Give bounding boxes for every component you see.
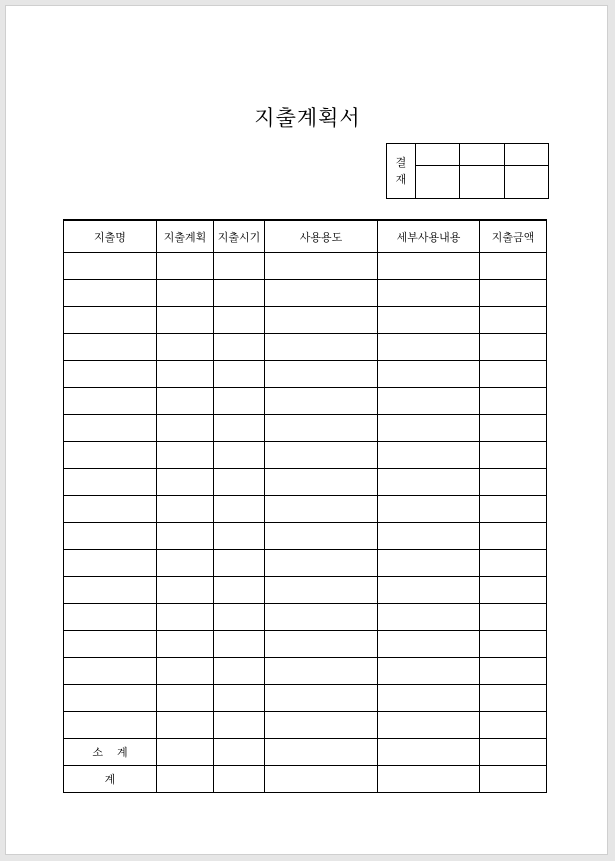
table-cell[interactable] <box>64 712 157 739</box>
total-label: 계 <box>64 766 157 793</box>
table-cell[interactable] <box>64 307 157 334</box>
table-cell[interactable] <box>480 739 547 766</box>
total-row <box>64 766 547 793</box>
table-cell[interactable] <box>378 253 480 280</box>
table-cell[interactable] <box>265 253 378 280</box>
table-cell[interactable] <box>157 712 214 739</box>
table-cell[interactable] <box>265 388 378 415</box>
column-header-expense-plan: 지출계획 <box>157 220 214 253</box>
table-row <box>64 496 547 523</box>
table-cell[interactable] <box>378 307 480 334</box>
table-cell[interactable] <box>265 739 378 766</box>
table-cell[interactable] <box>214 388 265 415</box>
table-cell[interactable] <box>265 334 378 361</box>
table-cell[interactable] <box>378 415 480 442</box>
table-cell[interactable] <box>157 631 214 658</box>
table-cell[interactable] <box>480 550 547 577</box>
approval-sign-cell[interactable] <box>416 166 460 199</box>
table-cell[interactable] <box>64 523 157 550</box>
table-cell[interactable] <box>480 577 547 604</box>
table-cell[interactable] <box>378 442 480 469</box>
table-row <box>64 388 547 415</box>
table-cell[interactable] <box>64 442 157 469</box>
table-cell[interactable] <box>64 577 157 604</box>
table-cell[interactable] <box>265 442 378 469</box>
table-cell[interactable] <box>265 469 378 496</box>
table-row <box>64 523 547 550</box>
table-cell[interactable] <box>480 415 547 442</box>
table-row <box>64 334 547 361</box>
table-cell[interactable] <box>480 280 547 307</box>
table-cell[interactable] <box>157 253 214 280</box>
table-cell[interactable] <box>378 685 480 712</box>
table-cell[interactable] <box>64 658 157 685</box>
table-cell[interactable] <box>64 631 157 658</box>
table-cell[interactable] <box>214 658 265 685</box>
table-row <box>64 712 547 739</box>
table-cell[interactable] <box>480 766 547 793</box>
table-cell[interactable] <box>157 766 214 793</box>
table-cell[interactable] <box>64 361 157 388</box>
table-cell[interactable] <box>64 415 157 442</box>
table-cell[interactable] <box>480 307 547 334</box>
table-cell[interactable] <box>214 361 265 388</box>
table-cell[interactable] <box>480 523 547 550</box>
table-cell[interactable] <box>480 253 547 280</box>
table-cell[interactable] <box>265 523 378 550</box>
table-cell[interactable] <box>64 253 157 280</box>
table-cell[interactable] <box>214 685 265 712</box>
table-body <box>64 253 547 793</box>
column-header-expense-timing: 지출시기 <box>214 220 265 253</box>
table-cell[interactable] <box>265 280 378 307</box>
table-row <box>64 631 547 658</box>
table-cell[interactable] <box>157 415 214 442</box>
table-cell[interactable] <box>378 496 480 523</box>
table-row <box>64 577 547 604</box>
table-row <box>64 415 547 442</box>
table-cell[interactable] <box>265 415 378 442</box>
table-cell[interactable] <box>265 361 378 388</box>
table-row <box>64 442 547 469</box>
table-cell[interactable] <box>157 658 214 685</box>
table-cell[interactable] <box>214 442 265 469</box>
table-row <box>64 658 547 685</box>
approval-label <box>387 144 416 199</box>
table-cell[interactable] <box>157 685 214 712</box>
table-cell[interactable] <box>64 388 157 415</box>
table-cell[interactable] <box>214 253 265 280</box>
table-cell[interactable] <box>157 361 214 388</box>
table-cell[interactable] <box>214 577 265 604</box>
table-cell[interactable] <box>64 469 157 496</box>
table-cell[interactable] <box>378 631 480 658</box>
table-row <box>64 280 547 307</box>
table-cell[interactable] <box>480 712 547 739</box>
approval-title-cell[interactable] <box>416 144 460 166</box>
table-cell[interactable] <box>64 496 157 523</box>
table-cell[interactable] <box>157 577 214 604</box>
table-cell[interactable] <box>378 766 480 793</box>
table-cell[interactable] <box>480 604 547 631</box>
table-cell[interactable] <box>378 604 480 631</box>
approval-box <box>386 143 549 199</box>
table-cell[interactable] <box>265 496 378 523</box>
column-header-expense-name: 지출명 <box>64 220 157 253</box>
column-header-usage-purpose: 사용용도 <box>265 220 378 253</box>
table-cell[interactable] <box>214 415 265 442</box>
table-cell[interactable] <box>378 280 480 307</box>
approval-label-line1: 결 <box>395 156 407 169</box>
table-cell[interactable] <box>480 388 547 415</box>
approval-label-line2: 재 <box>395 173 407 186</box>
table-cell[interactable] <box>378 523 480 550</box>
expense-table <box>63 219 547 793</box>
subtotal-label: 소 계 <box>64 739 157 766</box>
table-cell[interactable] <box>214 631 265 658</box>
table-cell[interactable] <box>157 280 214 307</box>
table-cell[interactable] <box>265 307 378 334</box>
table-cell[interactable] <box>265 766 378 793</box>
table-cell[interactable] <box>378 550 480 577</box>
table-cell[interactable] <box>64 685 157 712</box>
document-page <box>5 5 608 855</box>
table-cell[interactable] <box>480 496 547 523</box>
column-header-expense-amount: 지출금액 <box>480 220 547 253</box>
table-cell[interactable] <box>265 577 378 604</box>
table-cell[interactable] <box>480 361 547 388</box>
table-cell[interactable] <box>378 469 480 496</box>
page-title: 지출계획서 <box>254 106 361 130</box>
table-cell[interactable] <box>265 658 378 685</box>
table-cell[interactable] <box>480 658 547 685</box>
table-cell[interactable] <box>265 685 378 712</box>
table-cell[interactable] <box>214 280 265 307</box>
table-cell[interactable] <box>64 280 157 307</box>
table-cell[interactable] <box>265 712 378 739</box>
table-cell[interactable] <box>265 631 378 658</box>
approval-sign-cell[interactable] <box>504 166 548 199</box>
table-cell[interactable] <box>64 550 157 577</box>
table-cell[interactable] <box>157 550 214 577</box>
approval-sign-cell[interactable] <box>460 166 504 199</box>
table-row <box>64 253 547 280</box>
table-cell[interactable] <box>157 334 214 361</box>
table-cell[interactable] <box>214 550 265 577</box>
table-row <box>64 550 547 577</box>
table-row <box>64 604 547 631</box>
table-cell[interactable] <box>214 523 265 550</box>
table-cell[interactable] <box>157 739 214 766</box>
table-cell[interactable] <box>378 658 480 685</box>
table-cell[interactable] <box>378 712 480 739</box>
table-cell[interactable] <box>214 496 265 523</box>
table-cell[interactable] <box>480 631 547 658</box>
table-cell[interactable] <box>480 685 547 712</box>
table-cell[interactable] <box>378 388 480 415</box>
table-cell[interactable] <box>378 577 480 604</box>
table-cell[interactable] <box>157 604 214 631</box>
table-cell[interactable] <box>378 739 480 766</box>
table-cell[interactable] <box>157 496 214 523</box>
table-header-row <box>64 220 547 253</box>
subtotal-row <box>64 739 547 766</box>
table-cell[interactable] <box>265 550 378 577</box>
approval-title-cell[interactable] <box>460 144 504 166</box>
table-cell[interactable] <box>214 307 265 334</box>
table-cell[interactable] <box>480 469 547 496</box>
table-cell[interactable] <box>64 604 157 631</box>
table-cell[interactable] <box>157 523 214 550</box>
table-cell[interactable] <box>480 442 547 469</box>
table-cell[interactable] <box>214 469 265 496</box>
table-cell[interactable] <box>214 766 265 793</box>
table-cell[interactable] <box>378 334 480 361</box>
table-cell[interactable] <box>157 469 214 496</box>
table-cell[interactable] <box>157 388 214 415</box>
table-row <box>64 685 547 712</box>
table-cell[interactable] <box>157 307 214 334</box>
table-cell[interactable] <box>214 604 265 631</box>
table-cell[interactable] <box>214 334 265 361</box>
table-row <box>64 307 547 334</box>
column-header-usage-details: 세부사용내용 <box>378 220 480 253</box>
table-cell[interactable] <box>265 604 378 631</box>
table-cell[interactable] <box>64 334 157 361</box>
table-cell[interactable] <box>480 334 547 361</box>
approval-title-cell[interactable] <box>504 144 548 166</box>
table-row <box>64 469 547 496</box>
table-cell[interactable] <box>378 361 480 388</box>
table-cell[interactable] <box>214 739 265 766</box>
table-cell[interactable] <box>157 442 214 469</box>
table-cell[interactable] <box>214 712 265 739</box>
table-row <box>64 361 547 388</box>
